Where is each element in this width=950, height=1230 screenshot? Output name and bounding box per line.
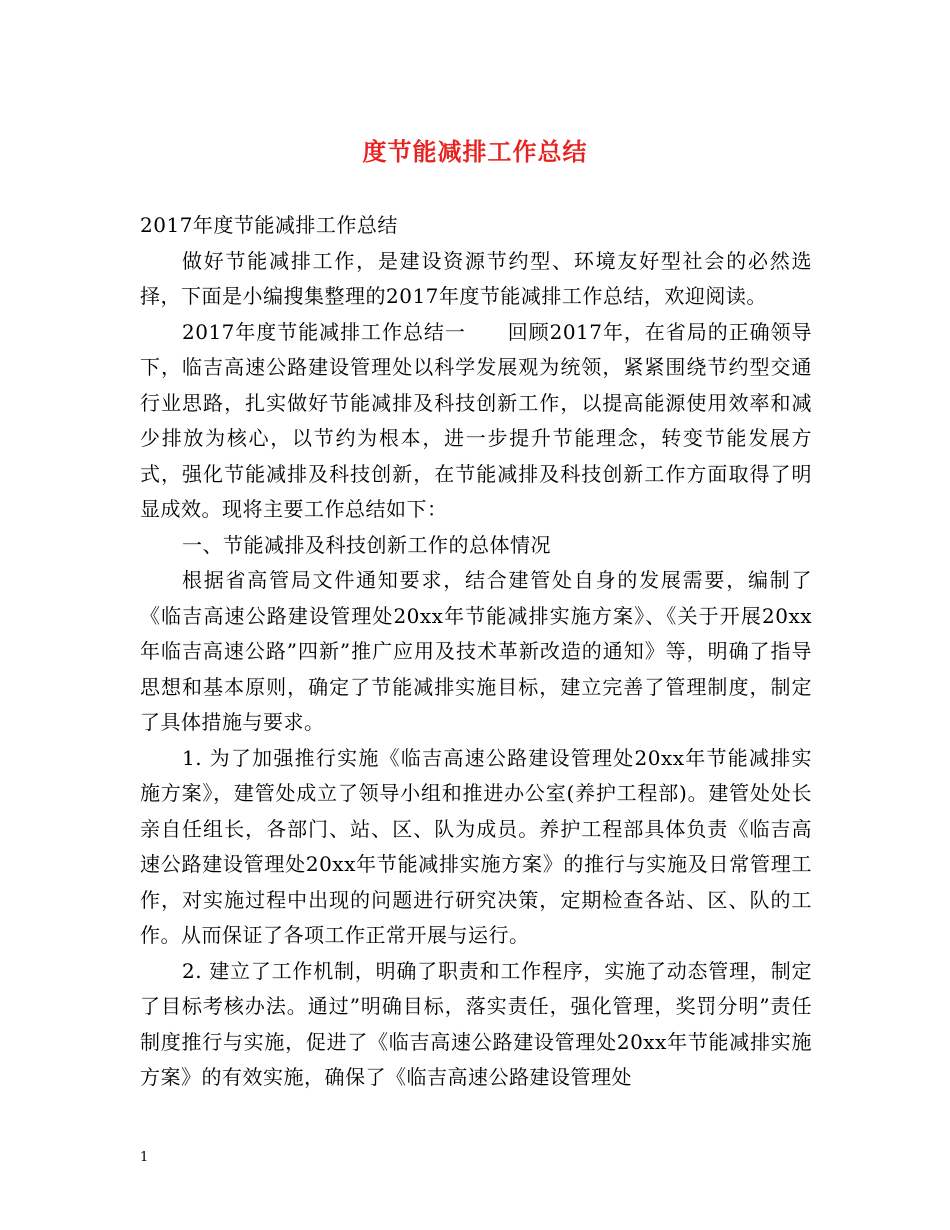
page-number: 1: [140, 1150, 149, 1165]
document-title: 度节能减排工作总结: [362, 137, 588, 166]
section-heading: 一、节能减排及科技创新工作的总体情况: [182, 532, 551, 557]
paragraph-intro: 做好节能减排工作，是建设资源节约型、环境友好型社会的必然选择，下面是小编搜集整理的2017年度节能减排工作总结，欢迎阅读。: [140, 248, 812, 308]
document-body: [140, 208, 812, 1096]
paragraph-plan: 根据省高管局文件通知要求，结合建管处自身的发展需要，编制了《临吉高速公路建设管理处20xx年节能减排实施方案》、《关于开展20xx年临吉高速公路”四新”推广应用及技术革新改造的通知》等，明确了指导思想和基本原则，确定了节能减排实施目标，建立完善了管理制度，制定了具体措施与要求。: [140, 568, 812, 734]
paragraph-review: 2017年度节能减排工作总结一 回顾2017年，在省局的正确领导下，临吉高速公路建设管理处以科学发展观为统领，紧紧围绕节约型交通行业思路，扎实做好节能减排及科技创新工作，以提高能源使用效率和减少排放为核心，以节约为根本，进一步提升节能理念，转变节能发展方式，强化节能减排及科技创新，在节能减排及科技创新工作方面取得了明显成效。现将主要工作总结如下：: [140, 319, 812, 521]
document-subtitle: 2017年度节能减排工作总结: [140, 213, 398, 237]
paragraph-item-2: 2. 建立了工作机制，明确了职责和工作程序，实施了动态管理，制定了目标考核办法。通过”明确目标，落实责任，强化管理，奖罚分明”责任制度推行与实施，促进了《临吉高速公路建设管理处20xx年节能减排实施方案》的有效实施，确保了《临吉高速公路建设管理处: [140, 958, 812, 1089]
paragraph-item-1: 1. 为了加强推行实施《临吉高速公路建设管理处20xx年节能减排实施方案》，建管处成立了领导小组和推进办公室(养护工程部)。建管处处长亲自任组长，各部门、站、区、队为成员。养护工程部具体负责《临吉高速公路建设管理处20xx年节能减排实施方案》的推行与实施及日常管理工作，对实施过程中出现的问题进行研究决策，定期检查各站、区、队的工作。从而保证了各项工作正常开展与运行。: [140, 745, 812, 947]
